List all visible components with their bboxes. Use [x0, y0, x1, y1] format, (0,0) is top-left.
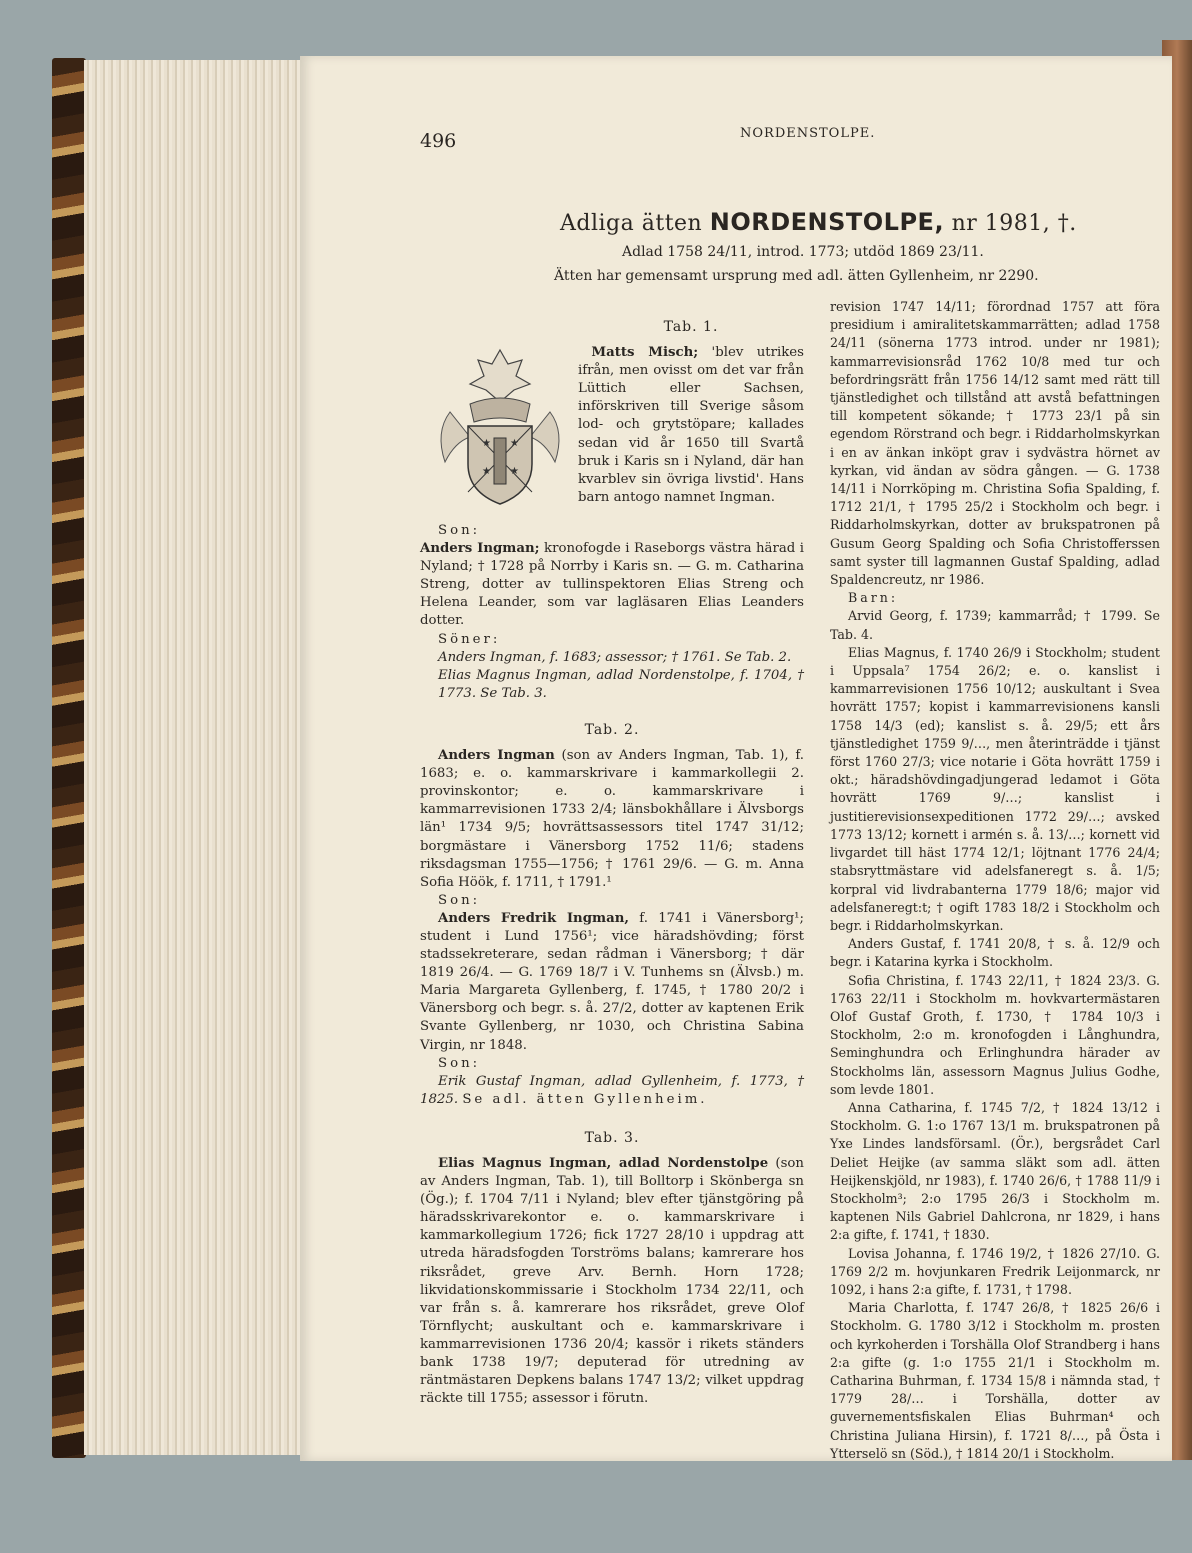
- tab1-paragraph-1: [578, 344, 804, 507]
- tab2-son-label: Son:: [438, 892, 481, 908]
- title-prefix: Adliga ätten: [560, 211, 703, 236]
- tab2-paragraph-1: [420, 747, 804, 892]
- title-name: NORDENSTOLPE,: [709, 208, 945, 236]
- svg-text:★: ★: [482, 466, 491, 477]
- left-column: [420, 522, 804, 1408]
- right-paragraph-1: revision 1747 14/11; förordnad 1757 att föra presidium i amiralitetskammarrätten; adlad 1758 24/11 (sönerna 1773 introd. under nr 1981); kammarrevisionsråd 1762 10/8 med tur och befordringsrätt från 1756 14/12 samt med rätt till tjänstledighet och tillstånd att avstå befattningen till kompetent sökande; † 1773 23/1 på sin egendom Rörstrand och begr. i Riddarholmskyrkan i en av änkan inköpt grav i sydvästra hörnet av kyrkan, vid ändan av södra gången. — G. 1738 14/11 i Norrköping m. Christina Sofia Spalding, f. 1712 21/1, † 1795 25/2 i Stockholm och begr. i Riddarholmskyrkan, dotter av brukspatronen på Gusum Georg Spalding och Sofia Christofferssen samt syster till lagmannen Gustaf Spalding, adlad Spaldencreutz, nr 1986.: [830, 299, 1160, 588]
- tab1-son-label: Son:: [438, 523, 481, 538]
- tab2-heading: Tab. 2.: [584, 721, 640, 738]
- tab1-soner-label: Söner:: [438, 631, 501, 647]
- child-entry: Anna Catharina, f. 1745 7/2, † 1824 13/12 i Stockholm. G. 1:o 1767 13/1 m. brukspatronen på Yxe Lindes landsförsaml. (Ör.), bergsrådet Carl Deliet Heijke (av samma släkt som adl. ätten Heijkenskjöld, nr 1983), f. 1740 26/6, † 1788 11/9 i Stockholm³; 2:o 1795 26/3 i Stockholm m. kaptenen Nils Gabriel Dahlcrona, nr 1829, i hans 2:a gifte, f. 1741, † 1830.: [830, 1099, 1160, 1243]
- tab2-ref: Se adl. ätten Gyllenheim.: [462, 1091, 708, 1107]
- person-name: Matts Misch;: [591, 345, 699, 361]
- tab2-paragraph-3: [420, 1073, 804, 1109]
- tab1-heading: Tab. 1.: [663, 319, 719, 335]
- tab1-child-1: Anders Ingman, f. 1683; assessor; † 1761. Se Tab. 2.: [438, 649, 792, 665]
- running-head: NORDENSTOLPE.: [740, 126, 876, 141]
- title-suffix: nr 1981, †.: [951, 211, 1077, 236]
- tab1-child-2: Elias Magnus Ingman, adlad Nordenstolpe, f. 1704, † 1773. Se Tab. 3.: [438, 667, 804, 701]
- tab3-paragraph-1: [420, 1155, 804, 1408]
- child-entry: Lovisa Johanna, f. 1746 19/2, † 1826 27/10. G. 1769 2/2 m. hovjunkaren Fredrik Leijonmarck, nr 1092, i hans 2:a gifte, f. 1731, † 1798.: [830, 1245, 1160, 1297]
- tab2-son2-label: Son:: [438, 1055, 481, 1071]
- tab2-paragraph-2: [420, 910, 804, 1055]
- svg-text:★: ★: [510, 466, 519, 477]
- right-column: [830, 298, 1160, 1463]
- child-entry: Elias Magnus, f. 1740 26/9 i Stockholm; student i Uppsala⁷ 1754 26/2; e. o. kanslist i kammarrevisionen 1756 10/12; auskultant i Svea hovrätt 1757; kopist i kammarrevisionens kansli 1758 14/3 (ed); kanslist s. å. 29/5; ett års tjänstledighet 1759 9/…, men återinträdde i tjänst först 1760 27/3; vice notarie i Göta hovrätt 1759 i okt.; häradshövdingadjungerad ledamot i Göta hovrätt 1769 9/…; kanslist i justitierevisionsexpeditionen 1772 29/…; avsked 1773 13/12; kornett i armén s. å. 13/…; kornett vid livgardet till häst 1774 12/1; löjtnant 1776 24/4; stabsryttmästare vid adelsfaneregt s. å. 1/5; korpral vid livdrabanterna 1779 18/6; major vid adelsfaneregt:t; † ogift 1783 18/2 i Stockholm och begr. i Riddarholmskyrkan.: [830, 644, 1160, 933]
- page-number: 496: [420, 130, 457, 152]
- tab2-child: Erik Gustaf Ingman, adlad Gyllenheim, f. 1773, † 1825.: [420, 1073, 804, 1107]
- person-name: Anders Ingman;: [420, 541, 540, 557]
- person-name: Elias Magnus Ingman, adlad Nordenstolpe: [438, 1156, 769, 1171]
- child-entry: Arvid Georg, f. 1739; kammarråd; † 1799. Se Tab. 4.: [830, 608, 1160, 642]
- subtitle-origin: Ätten har gemensamt ursprung med adl. ätten Gyllenheim, nr 2290.: [554, 268, 1039, 284]
- child-entry: Anders Gustaf, f. 1741 20/8, † s. å. 12/9 och begr. i Katarina kyrka i Stockholm.: [830, 936, 1160, 970]
- svg-text:★: ★: [510, 438, 519, 449]
- tab2-text-1: (son av Anders Ingman, Tab. 1), f. 1683; e. o. kammarskrivare i kammarkollegii 2. provinskontor; e. o. kammarskrivare i kammarrevisionen 1733 2/4; länsbokhållare i Älvsborgs län¹ 1734 9/5; hovrättsassessors titel 1747 31/12; borgmästare i Vänersborg 1752 11/6; stadens riksdagsman 1755—1756; † 1761 29/6. — G. m. Anna Sofia Höök, f. 1711, † 1791.¹: [420, 748, 804, 890]
- tab1-crest-column: [578, 312, 804, 507]
- tab3-heading: Tab. 3.: [584, 1129, 640, 1146]
- book-cover-edge: [52, 58, 86, 1458]
- child-entry: Sofia Christina, f. 1743 22/11, † 1824 23/3. G. 1763 22/11 i Stockholm m. hovkvartermästaren Olof Gustaf Groth, f. 1730, † 1784 10/3 i Stockholm, 2:o m. kronofogden i Långhundra, Seminghundra och Erlinghundra härader av Stockholms län, assessorn Magnus Julius Godhe, som levde 1801.: [830, 972, 1160, 1097]
- svg-text:★: ★: [482, 438, 491, 449]
- tab3-text-1: (son av Anders Ingman, Tab. 1), till Bolltorp i Skönberga sn (Ög.); f. 1704 7/11 i Nyland; blev efter tjänstgöring på häradsskrivarekontor e. o. kammarskrivare i kammarkollegium 1726; fick 1727 28/10 i uppdrag att utreda häradsfogden Torströms balans; kamrerare hos riksrådet, greve Arv. Bernh. Horn 1728; likvidationskommissarie i Stockholm 1734 22/11, och var från s. å. kamrerare hos riksrådet, greve Olof Törnflycht; auskultant och e. kammarskrivare i kammarrevisionen 1736 20/4; kassör i rikets ständers bank 1738 19/7; deputerad för utredning av räntmästaren Depkens balans 1747 13/2; vilket uppdrag räckte till 1755; assessor i förutn.: [420, 1156, 804, 1407]
- tab2-text-2: f. 1741 i Vänersborg¹; student i Lund 1756¹; vice häradshövding; först stadssekreterare, sedan rådman i Vänersborg; † där 1819 26/4. — G. 1769 18/7 i V. Tunhems sn (Älvsb.) m. Maria Margareta Gyllenberg, f. 1745, † 1780 20/2 i Vänersborg och begr. s. å. 27/2, dotter av kaptenen Erik Svante Gyllenberg, nr 1030, och Christina Sabina Virgin, nr 1848.: [420, 910, 804, 1053]
- person-name: Anders Fredrik Ingman,: [438, 910, 629, 926]
- barn-label: Barn:: [848, 590, 899, 606]
- child-entry: Maria Charlotta, f. 1747 26/8, † 1825 26/6 i Stockholm. G. 1780 3/12 i Stockholm m. prosten och kyrkoherden i Torshälla Olof Strandberg i hans 2:a gifte (g. 1:o 1755 21/1 i Stockholm m. Catharina Buhrman, f. 1734 15/8 i nämnda stad, † 1779 28/… i Torshälla, dotter av guvernementsfiskalen Elias Buhrman⁴ och Christina Juliana Hirsin), f. 1721 8/…, på Östa i Ytterselö sn (Söd.), † 1814 20/1 i Stockholm.: [830, 1300, 1160, 1461]
- person-name: Anders Ingman: [438, 748, 555, 764]
- coat-of-arms-icon: [430, 342, 570, 512]
- page-edges: [84, 60, 304, 1455]
- page-title: [560, 208, 1077, 236]
- tab1-text-1: 'blev utrikes ifrån, men ovisst om det var från Lüttich eller Sachsen, införskriven till Sverige såsom lod- och grytstöpare; kallades sedan vid år 1650 till Svartå bruk i Karis sn i Nyland, där han kvarblev sin övriga livstid'. Hans barn antogo namnet Ingman.: [578, 345, 804, 505]
- subtitle-ennobled: Adlad 1758 24/11, introd. 1773; utdöd 1869 23/11.: [622, 244, 984, 260]
- tab1-paragraph-2: [420, 540, 804, 630]
- tab1-text-2: kronofogde i Raseborgs västra härad i Nyland; † 1728 på Norrby i Karis sn. — G. m. Catharina Streng, dotter av tullinspektoren Elias Streng och Helena Leander, som var lagläsaren Elias Leanders dotter.: [420, 541, 805, 629]
